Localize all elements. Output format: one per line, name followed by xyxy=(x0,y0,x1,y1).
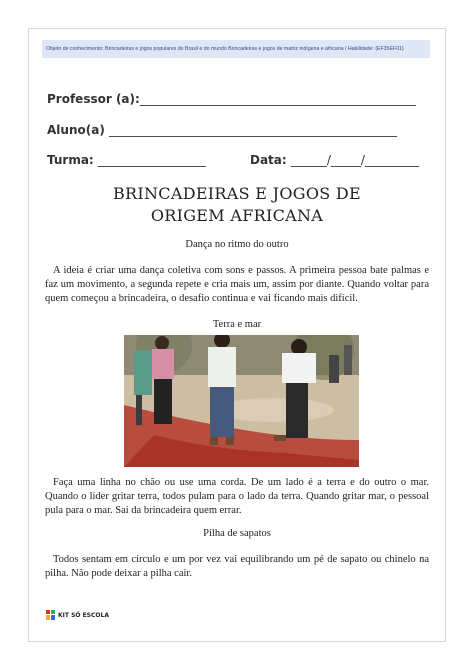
aluno-field xyxy=(47,123,397,137)
professor-field xyxy=(47,92,416,106)
aluno-line: ________________________________________________ xyxy=(108,123,397,137)
children-playing-photo xyxy=(124,335,359,467)
turma-field xyxy=(47,153,206,167)
logo-icon xyxy=(46,610,55,620)
data-line: ______/_____/_________ xyxy=(290,153,419,167)
section-heading-pilha: Pilha de sapatos xyxy=(203,528,271,539)
professor-line: ______________________________________________ xyxy=(139,92,416,106)
kit-so-escola-logo xyxy=(46,610,109,620)
title-line-1: BRINCADEIRAS E JOGOS DE xyxy=(112,184,362,203)
data-label: Data: xyxy=(250,153,287,167)
data-field xyxy=(250,153,419,167)
turma-line: __________________ xyxy=(97,153,206,167)
section-heading-danca: Dança no ritmo do outro xyxy=(185,239,289,250)
professor-label: Professor (a): xyxy=(47,92,140,106)
section-text-danca: A ideia é criar uma dança coletiva com sons e passos. A primeira pessoa bate palmas e faz um movimento, a segunda repete e cria mais um, assim por diante. Quando voltar para quem começou a brincadeira, o desafio continua e vai ficando mais difícil. xyxy=(45,265,429,304)
turma-label: Turma: xyxy=(47,153,94,167)
section-text-pilha: Todos sentam em círculo e um por vez vai equilibrando um pé de sapato ou chinelo na pilha. Não pode deixar a pilha cair. xyxy=(45,554,429,579)
logo-text: KIT SÓ ESCOLA xyxy=(58,611,109,619)
header-objective-line: Objeto de conhecimento: Brincadeiras e jogos populares do Brasil e do mundo Brincadeiras e jogos de matriz indígena e africana / Habilidade: (EF35EF01) xyxy=(42,40,430,58)
title-line-2: ORIGEM AFRICANA xyxy=(150,206,324,225)
aluno-label: Aluno(a) xyxy=(47,123,105,137)
section-text-terra-mar: Faça uma linha no chão ou use uma corda. De um lado é a terra e do outro o mar. Quando o líder gritar terra, todos pulam para o lado da terra. Quando gritar mar, o pessoal pula para o mar. Sai da brincadeira quem errar. xyxy=(45,477,429,516)
section-heading-terra-mar: Terra e mar xyxy=(212,319,262,330)
